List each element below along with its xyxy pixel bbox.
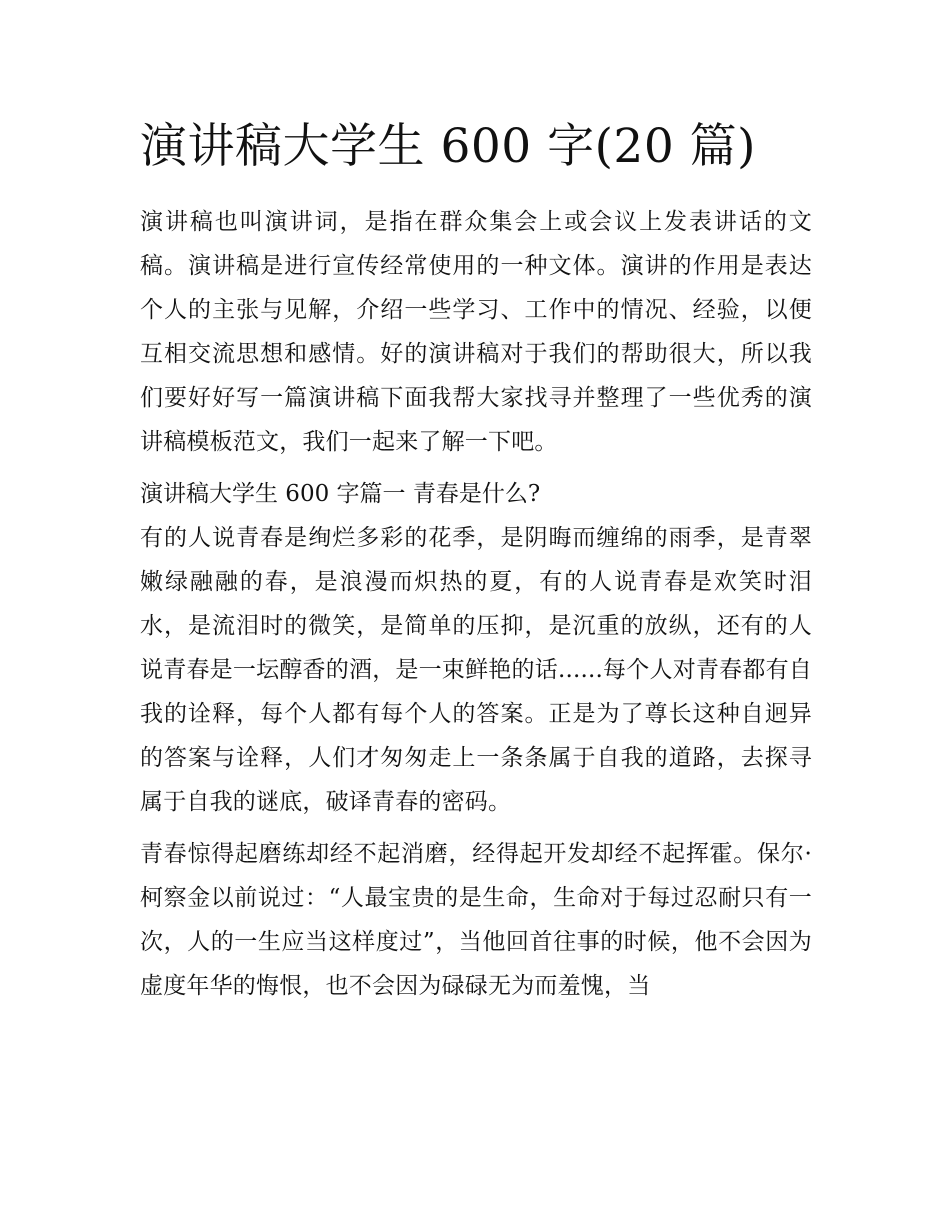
intro-paragraph: 演讲稿也叫演讲词，是指在群众集会上或会议上发表讲话的文稿。演讲稿是进行宣传经常使用的一种文体。演讲的作用是表达个人的主张与见解，介绍一些学习、工作中的情况、经验，以便互相交流思想和感情。好的演讲稿对于我们的帮助很大，所以我们要好好写一篇演讲稿下面我帮大家找寻并整理了一些优秀的演讲稿模板范文，我们一起来了解一下吧。: [140, 209, 812, 455]
section-paragraph-2: 青春惊得起磨练却经不起消磨，经得起开发却经不起挥霍。保尔·柯察金以前说过：“人最宝贵的是生命，生命对于每过忍耐只有一次，人的一生应当这样度过”，当他回首往事的时候，他不会因为虚度年华的悔恨，也不会因为碌碌无为而羞愧，当: [140, 841, 812, 999]
document-title: 演讲稿大学生 600 字(20 篇): [140, 119, 757, 174]
section-heading: 演讲稿大学生 600 字篇一 青春是什么?: [140, 481, 541, 507]
document-body: [140, 200, 812, 1008]
section-paragraph-1: 有的人说青春是绚烂多彩的花季，是阴晦而缠绵的雨季，是青翠嫩绿融融的春，是浪漫而炽热的夏，有的人说青春是欢笑时泪水，是流泪时的微笑，是简单的压抑，是沉重的放纵，还有的人说青春是一坛醇香的酒，是一束鲜艳的话......每个人对青春都有自我的诠释，每个人都有每个人的答案。正是为了尊长这种自迥异的答案与诠释，人们才匆匆走上一条条属于自我的道路，去探寻属于自我的谜底，破译青春的密码。: [140, 525, 812, 815]
